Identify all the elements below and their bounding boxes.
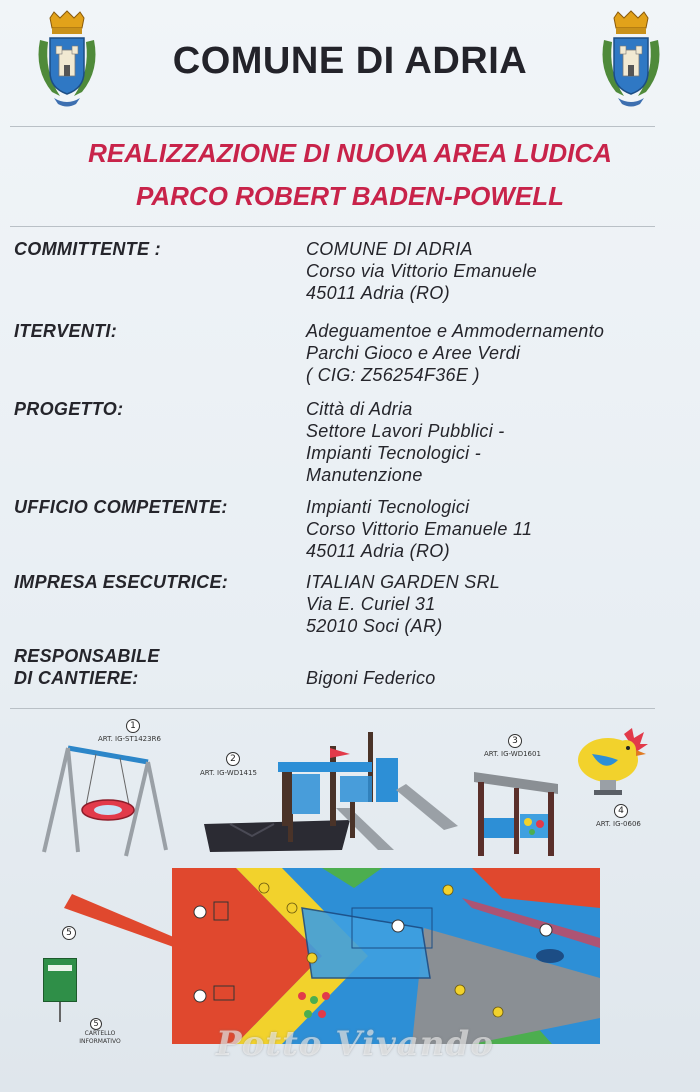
- equipment-number: 3: [508, 734, 522, 748]
- detail-label: ITERVENTI:: [14, 321, 118, 341]
- detail-line: COMUNE DI ADRIA: [306, 239, 473, 259]
- info-label-line: INFORMATIVO: [79, 1038, 121, 1045]
- detail-line: Parchi Gioco e Aree Verdi: [306, 343, 521, 363]
- detail-label-line: DI CANTIERE:: [14, 668, 139, 688]
- detail-line: ( CIG: Z56254F36E ): [306, 365, 480, 385]
- equipment-code: ART. IG-ST1423R6: [98, 735, 161, 743]
- swing-icon: [38, 740, 172, 858]
- detail-line: Settore Lavori Pubblici -: [306, 421, 505, 441]
- detail-label: PROGETTO:: [14, 399, 124, 419]
- detail-line: Corso Vittorio Emanuele 11: [306, 519, 533, 539]
- detail-line: 52010 Soci (AR): [306, 616, 443, 636]
- detail-value: [306, 398, 505, 486]
- rooster-rocker-icon: [574, 726, 656, 798]
- site-plan: [172, 868, 600, 1044]
- detail-label: COMMITTENTE :: [14, 239, 161, 259]
- detail-label: UFFICIO COMPETENTE:: [14, 497, 228, 517]
- detail-line: 45011 Adria (RO): [306, 283, 450, 303]
- detail-line: Corso via Vittorio Emanuele: [306, 261, 537, 281]
- info-board-post: [59, 1002, 61, 1022]
- detail-value: [306, 320, 604, 386]
- pirate-ship-icon: [200, 728, 462, 858]
- info-label-line: CARTELLO: [84, 1030, 116, 1037]
- detail-line: Bigoni Federico: [306, 668, 436, 688]
- divider: [10, 708, 655, 709]
- detail-line: Adeguamentoe e Ammodernamento: [306, 321, 605, 341]
- detail-line: ITALIAN GARDEN SRL: [306, 572, 501, 592]
- park-name: PARCO ROBERT BADEN-POWELL: [135, 181, 565, 211]
- equipment-number: 4: [614, 804, 628, 818]
- equipment-code: ART. IG-0606: [596, 820, 641, 828]
- detail-value: [306, 238, 537, 304]
- detail-value: [306, 496, 532, 562]
- detail-label-line: RESPONSABILE: [14, 646, 160, 666]
- equipment-number: 1: [126, 719, 140, 733]
- detail-line: 45011 Adria (RO): [306, 541, 450, 561]
- detail-line: Città di Adria: [306, 399, 413, 419]
- detail-label: [14, 645, 160, 689]
- equipment-code: ART. IG-WD1415: [200, 769, 257, 777]
- equipment-number: 2: [226, 752, 240, 766]
- project-title: REALIZZAZIONE DI NUOVA AREA LUDICA: [88, 138, 612, 168]
- page-title: COMUNE DI ADRIA: [172, 40, 528, 82]
- equipment-code: ART. IG-WD1601: [484, 750, 541, 758]
- divider: [10, 126, 655, 127]
- info-board-icon: [43, 958, 77, 1002]
- watermark: Potto Vivando: [216, 1024, 494, 1064]
- detail-line: Impianti Tecnologici -: [306, 443, 482, 463]
- detail-value: [306, 571, 500, 637]
- divider: [10, 226, 655, 227]
- detail-line: Via E. Curiel 31: [306, 594, 436, 614]
- play-house-icon: [470, 762, 562, 858]
- entrance-path: [64, 894, 194, 950]
- info-board-label: [60, 1030, 140, 1046]
- detail-label: IMPRESA ESECUTRICE:: [14, 572, 229, 592]
- detail-line: Impianti Tecnologici: [306, 497, 470, 517]
- detail-value: [306, 667, 436, 689]
- equipment-number: 5: [90, 1018, 102, 1030]
- equipment-number: 5: [62, 926, 76, 940]
- detail-line: Manutenzione: [306, 465, 423, 485]
